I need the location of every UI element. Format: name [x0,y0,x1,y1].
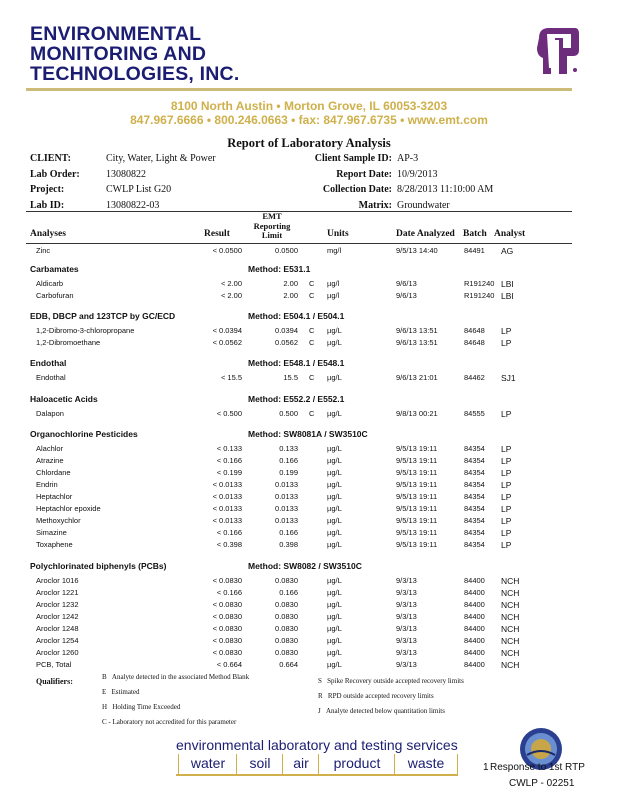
cell-result: < 0.0830 [212,575,242,585]
table-row [0,576,618,588]
col-analyses: Analyses [30,229,66,239]
lab-id-label: Lab ID: [30,200,65,211]
cell-analyte: Aroclor 1248 [36,623,79,633]
cell-qualifier: C [309,279,315,288]
cell-result: < 0.0133 [212,516,242,526]
lab-order-value: 13080822 [106,169,146,180]
col-batch: Batch [463,229,487,239]
cell-date: 9/6/13 13:51 [396,326,438,336]
qualifier-text: RPD outside accepted recovery limits [327,692,434,700]
cell-result: < 0.0133 [212,479,242,489]
col-limit-line: Reporting [253,220,291,231]
cell-analyte: Chlordane [36,467,71,477]
cell-result: < 0.166 [216,528,242,538]
cell-date: 9/6/13 [396,279,417,288]
table-row [0,444,618,456]
cell-batch: 84400 [464,587,485,597]
cell-qualifier: C [309,373,315,383]
cell-units: µg/L [327,338,342,348]
col-date-analyzed: Date Analyzed [396,229,455,239]
cell-qualifier: C [309,326,315,336]
section-header [0,311,618,323]
cell-analyst: AG [501,246,514,256]
cell-result: < 0.133 [216,443,242,453]
cell-limit: 15.5 [283,373,298,383]
table-row [0,409,618,421]
response-label: Response to 1st RTP [490,762,585,773]
cell-batch: 84400 [464,575,485,585]
qualifier-item [102,673,249,681]
table-row [0,648,618,660]
section-header [0,264,618,276]
service-waste: waste [394,754,458,774]
cell-units: µg/l [327,279,340,288]
col-analyst: Analyst [494,229,526,239]
table-row [0,279,618,291]
company-name-line: MONITORING AND [30,43,207,65]
cell-analyst: NCH [501,660,520,671]
cell-analyst: LP [501,467,512,478]
cell-analyst: NCH [501,575,520,586]
cell-analyte: Atrazine [36,455,64,465]
report-date-value: 10/9/2013 [397,169,438,180]
cell-batch: 84462 [464,373,485,383]
service-soil: soil [236,754,283,774]
section-method: Method: SW8081A / SW3510C [248,428,368,439]
cell-analyst: LP [501,504,512,515]
cell-result: < 2.00 [220,279,242,288]
table-row [0,528,618,540]
cell-limit: 0.0133 [275,516,298,526]
qualifier-item [102,718,236,726]
cell-batch: 84354 [464,540,485,550]
cell-units: mg/l [327,246,342,255]
cell-result: < 0.500 [216,408,242,418]
table-row [0,600,618,612]
cell-batch: 84354 [464,516,485,526]
table-row [0,612,618,624]
table-row [0,636,618,648]
table-row [0,468,618,480]
cell-limit: 0.0500 [275,246,298,255]
cell-analyst: NCH [501,611,520,622]
table-row [0,480,618,492]
cell-date: 9/3/13 [396,623,417,633]
cell-batch: 84354 [464,504,485,514]
matrix-label: Matrix: [358,200,392,211]
cell-limit: 0.0830 [275,611,298,621]
cell-limit: 0.166 [279,528,298,538]
cell-analyte: 1,2-Dibromo-3-chloropropane [36,326,135,336]
cell-limit: 0.199 [279,467,298,477]
project-value: CWLP List G20 [106,184,172,195]
cell-result: < 0.398 [216,540,242,550]
qualifier-item [102,688,140,696]
info-divider [26,211,572,212]
cell-analyte: Endothal [36,373,66,383]
cell-limit: 0.166 [279,587,298,597]
company-name-line: ENVIRONMENTAL [30,23,202,45]
cell-analyst: LP [501,492,512,502]
cell-units: µg/L [327,623,342,633]
cell-units: µg/L [327,516,342,526]
cell-date: 9/3/13 [396,587,417,597]
qualifier-text: Spike Recovery outside accepted recovery limits [327,677,464,685]
cell-result: < 0.0562 [212,338,242,348]
col-result: Result [204,229,230,239]
cell-date: 9/5/13 19:11 [396,492,438,501]
qualifier-code: C [102,718,107,726]
service-air: air [282,754,319,774]
collection-date-label: Collection Date: [322,184,392,195]
cell-limit: 0.0830 [275,599,298,609]
qualifier-code: R [318,692,323,700]
cell-date: 9/5/13 19:11 [396,467,438,477]
company-name [30,24,239,84]
cell-units: µg/L [327,636,342,645]
cell-date: 9/5/13 19:11 [396,516,438,526]
cell-date: 9/3/13 [396,611,417,621]
cell-units: µg/L [327,660,342,670]
cell-date: 9/3/13 [396,575,417,585]
cell-batch: 84400 [464,599,485,609]
cell-result: < 0.0830 [212,648,242,658]
cell-limit: 0.0830 [275,575,298,585]
cell-date: 9/5/13 19:11 [396,479,438,489]
cell-date: 9/3/13 [396,648,417,658]
cell-batch: 84354 [464,455,485,465]
qualifier-text: Analyte detected below quantitation limits [325,707,445,715]
cell-batch: R191240 [464,279,495,288]
footer-rule [176,774,458,776]
section-name: Carbamates [30,264,79,274]
cell-analyst: NCH [501,599,520,610]
table-row [0,456,618,468]
cell-result: < 0.166 [216,455,242,465]
matrix-value: Groundwater [397,200,450,211]
cell-limit: 0.0133 [275,504,298,514]
cell-analyte: Aroclor 1016 [36,575,79,585]
cell-date: 9/3/13 [396,599,417,609]
service-water: water [178,754,237,774]
section-method: Method: E548.1 / E548.1 [248,358,345,369]
service-product: product [318,754,395,774]
company-contact: 847.967.6666 • 800.246.0663 • fax: 847.967.6735 • www.emt.com [130,113,488,127]
cell-date: 9/5/13 19:11 [396,443,438,453]
qualifier-code: E [102,688,107,696]
cell-result: < 0.0830 [212,611,242,621]
section-method: Method: SW8082 / SW3510C [248,560,362,571]
qualifier-code: B [102,673,107,681]
cell-analyst: LP [501,443,512,454]
cell-units: µg/L [327,540,342,550]
columns-divider [26,243,572,244]
cell-units: µg/L [327,492,342,501]
cell-analyte: Simazine [36,528,67,538]
cell-limit: 0.0133 [275,492,298,501]
table-row [0,624,618,636]
cell-date: 9/3/13 [396,636,417,645]
cell-limit: 0.500 [279,408,298,418]
cell-analyst: NCH [501,587,520,598]
cell-batch: R191240 [464,291,495,301]
cell-limit: 2.00 [283,279,298,288]
cell-analyte: Dalapon [36,408,64,418]
cell-limit: 0.0133 [275,479,298,489]
cell-batch: 84648 [464,326,485,336]
cell-batch: 84354 [464,492,485,501]
qualifier-item [318,677,464,685]
section-method: Method: E504.1 / E504.1 [248,311,345,322]
cell-analyte: Aroclor 1232 [36,599,79,609]
cell-date: 9/5/13 19:11 [396,540,438,550]
cell-result: < 0.0500 [212,246,242,255]
cell-result: < 15.5 [220,373,242,383]
cell-analyte: Aroclor 1242 [36,611,79,621]
table-row [0,291,618,303]
section-name: Haloacetic Acids [30,393,98,404]
cell-analyst: LP [501,540,512,551]
cell-result: < 0.199 [216,467,242,477]
section-name: Endothal [30,358,67,369]
cell-limit: 0.166 [279,455,298,465]
table-row [0,540,618,552]
cell-analyst: SJ1 [501,373,516,384]
cell-units: µg/L [327,587,342,597]
project-label: Project: [30,184,65,195]
qualifier-code: S [318,677,322,685]
cell-date: 9/5/13 14:40 [396,246,438,255]
cell-units: µg/L [327,408,342,418]
cell-analyte: Alachlor [36,443,64,453]
lab-id-value: 13080822-03 [106,200,160,211]
cell-analyst: NCH [501,623,520,634]
table-row [0,516,618,528]
col-reporting-limit [248,212,296,241]
cell-date: 9/8/13 00:21 [396,408,438,418]
cell-batch: 84400 [464,623,485,633]
cell-limit: 0.398 [279,540,298,550]
report-date-label: Report Date: [336,169,392,180]
cell-analyst: LP [501,408,512,419]
header-rule [26,88,572,91]
cell-date: 9/5/13 19:11 [396,455,438,465]
cell-analyte: Aldicarb [36,279,64,288]
table-row [0,492,618,504]
qualifier-text: Analyte detected in the associated Method Blank [111,673,250,681]
cell-units: µg/L [327,443,342,453]
cell-batch: 84491 [464,246,485,255]
cell-analyst: LBI [501,291,514,302]
cell-batch: 84400 [464,611,485,621]
cell-analyst: LP [501,338,512,349]
cell-batch: 84354 [464,528,485,538]
section-name: EDB, DBCP and 123TCP by GC/ECD [30,311,176,322]
cell-analyst: LP [501,479,512,490]
emt-logo-icon [531,20,583,84]
qualifier-text: - Laboratory not accredited for this parameter [108,718,237,726]
table-row [0,373,618,385]
table-row [0,660,618,672]
cell-analyst: LP [501,455,512,466]
document-id: CWLP - 02251 [509,778,575,789]
cell-result: < 0.166 [216,587,242,597]
table-row [0,326,618,338]
section-name: Organochlorine Pesticides [30,428,138,439]
table-row [0,246,618,258]
lab-order-label: Lab Order: [30,169,80,180]
col-limit-line: Limit [261,230,283,240]
cell-analyte: Heptachlor epoxide [36,504,101,514]
cell-units: µg/l [327,291,340,301]
cell-date: 9/5/13 19:11 [396,504,438,514]
cell-batch: 84648 [464,338,485,348]
qualifier-code: H [102,703,108,711]
cell-units: µg/L [327,575,342,585]
cell-date: 9/6/13 21:01 [396,373,438,383]
section-name: Polychlorinated biphenyls (PCBs) [30,560,167,571]
client-sample-value: AP-3 [397,153,419,164]
cell-analyst: LP [501,516,512,527]
cell-qualifier: C [309,291,315,301]
cell-units: µg/L [327,455,342,465]
cell-limit: 0.0830 [275,636,298,645]
section-header [0,561,618,573]
client-sample-label: Client Sample ID: [314,153,392,164]
cell-units: µg/L [327,648,342,658]
cell-units: µg/L [327,479,342,489]
cell-batch: 84400 [464,636,485,645]
cell-batch: 84354 [464,479,485,489]
cell-units: µg/L [327,528,342,538]
cell-analyte: Carbofuran [36,291,74,301]
section-method: Method: E552.2 / E552.1 [248,393,345,404]
table-row [0,504,618,516]
cell-qualifier: C [309,408,315,418]
cell-analyte: Endrin [36,479,58,489]
cell-batch: 84555 [464,408,485,418]
cell-date: 9/5/13 19:11 [396,528,438,538]
cell-analyte: PCB, Total [36,660,72,670]
cell-limit: 0.0562 [275,338,298,348]
cell-limit: 0.664 [279,660,298,670]
cell-limit: 0.0830 [275,623,298,633]
qualifier-code: J [318,707,321,715]
qualifiers-label: Qualifiers: [36,677,73,686]
qualifier-item [102,703,180,711]
cell-analyte: Toxaphene [36,540,73,550]
cell-result: < 0.0830 [212,599,242,609]
cell-units: µg/L [327,467,342,477]
cell-result: < 0.0133 [212,492,242,501]
cell-date: 9/3/13 [396,660,417,670]
cell-result: < 2.00 [220,291,242,301]
cell-limit: 0.0394 [275,326,298,336]
page-number: 1 [483,762,489,773]
cell-date: 9/6/13 [396,291,417,301]
cell-batch: 84400 [464,648,485,658]
cell-analyte: Methoxychlor [36,516,81,526]
company-address: 8100 North Austin • Morton Grove, IL 60053-3203 [170,99,448,113]
qualifier-item [318,707,445,715]
company-name-line: TECHNOLOGIES, INC. [30,63,240,85]
report-title: Report of Laboratory Analysis [227,136,391,150]
cell-result: < 0.0394 [212,326,242,336]
collection-date-value: 8/28/2013 11:10:00 AM [397,184,494,195]
section-header [0,358,618,370]
cell-analyst: NCH [501,648,520,659]
cell-batch: 84354 [464,467,485,477]
cell-qualifier: C [309,338,315,348]
col-units: Units [327,229,349,239]
table-row [0,588,618,600]
cell-batch: 84354 [464,443,485,453]
cell-batch: 84400 [464,660,485,670]
qualifier-item [318,692,434,700]
cell-units: µg/L [327,373,342,383]
cell-analyst: NCH [501,636,520,646]
cell-date: 9/6/13 13:51 [396,338,438,348]
cell-analyte: Aroclor 1260 [36,648,79,658]
cell-limit: 0.0830 [275,648,298,658]
cell-analyte: 1,2-Dibromoethane [36,338,101,348]
cell-analyte: Aroclor 1254 [36,636,79,645]
cell-result: < 0.664 [216,660,242,670]
section-header [0,429,618,441]
qualifier-text: Holding Time Exceeded [112,703,181,711]
section-header [0,394,618,406]
cell-analyte: Zinc [36,246,51,255]
cell-units: µg/L [327,504,342,514]
cell-units: µg/L [327,599,342,609]
cell-analyst: LP [501,326,512,337]
cell-units: µg/L [327,611,342,621]
client-label: CLIENT: [30,153,71,164]
cell-limit: 2.00 [283,291,298,301]
col-limit-line: EMT [262,211,282,221]
cell-analyte: Heptachlor [36,492,73,501]
cell-analyst: LP [501,528,512,539]
cell-units: µg/L [327,326,342,336]
cell-result: < 0.0830 [212,623,242,633]
qualifier-text: Estimated [111,688,140,696]
section-method: Method: E531.1 [248,264,311,274]
cell-limit: 0.133 [279,443,298,453]
client-value: City, Water, Light & Power [106,153,216,164]
cell-result: < 0.0830 [212,636,242,645]
cell-result: < 0.0133 [212,504,242,514]
cell-analyst: LBI [501,279,514,289]
cell-analyte: Aroclor 1221 [36,587,79,597]
table-row [0,338,618,350]
footer-tagline: environmental laboratory and testing services [176,737,458,753]
